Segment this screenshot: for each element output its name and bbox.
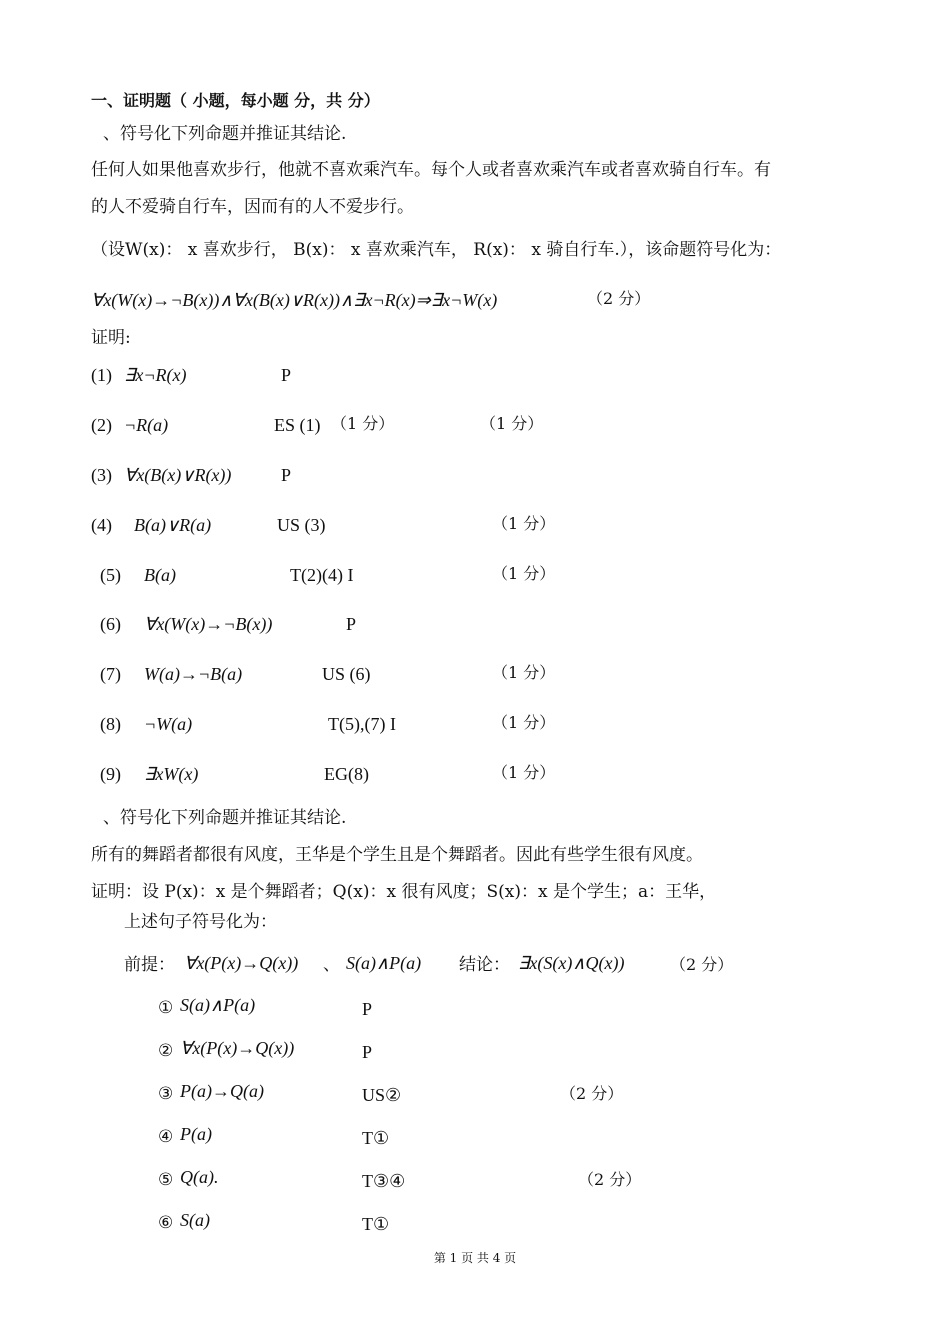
problem1-statement-line1: 任何人如果他喜欢步行，他就不喜欢乘汽车。每个人或者喜欢乘汽车或者喜欢骑自行车。有 bbox=[91, 160, 771, 180]
problem1-formula-points: （2 分） bbox=[587, 289, 651, 308]
problem2-symbolize-line: 上述句子符号化为： bbox=[124, 912, 277, 932]
step-expression: ∀x(W(x)→¬B(x)) bbox=[144, 614, 273, 634]
step-rule: P bbox=[362, 999, 373, 1019]
conclusion-formula: ∃x(S(x)∧Q(x)) bbox=[518, 953, 625, 973]
step-number: ⑤ bbox=[158, 1170, 174, 1190]
step-expression: ∃x¬R(x) bbox=[124, 365, 187, 385]
step-number: (3) bbox=[91, 465, 112, 485]
step-expression: B(a)∨R(a) bbox=[134, 515, 212, 535]
step-rule: T(2)(4) I bbox=[290, 565, 354, 585]
step-rule: P bbox=[346, 614, 357, 634]
step-number: ① bbox=[158, 998, 174, 1018]
step-number: ⑥ bbox=[158, 1213, 174, 1233]
problem2-prompt: 、符号化下列命题并推证其结论. bbox=[103, 808, 347, 828]
step-number: (4) bbox=[91, 515, 112, 535]
conclusion-points: （2 分） bbox=[670, 955, 734, 974]
step-expression: P(a)→Q(a) bbox=[180, 1081, 264, 1101]
conclusion-label: 结论： bbox=[459, 955, 510, 975]
step-number: (2) bbox=[91, 415, 112, 435]
proof-label: 证明: bbox=[91, 328, 131, 348]
step-points-right: （1 分） bbox=[492, 564, 556, 583]
section-heading: 一、证明题（ 小题，每小题 分，共 分） bbox=[91, 91, 380, 110]
step-number: (7) bbox=[100, 664, 121, 684]
step-rule: P bbox=[362, 1042, 373, 1062]
step-number: (8) bbox=[100, 714, 121, 734]
step-rule: T③④ bbox=[362, 1171, 406, 1191]
step-rule: P bbox=[281, 365, 292, 385]
step-points-right: （1 分） bbox=[492, 763, 556, 782]
step-rule: T(5),(7) I bbox=[328, 714, 396, 734]
step-rule: US② bbox=[362, 1085, 402, 1105]
premise-2: S(a)∧P(a) bbox=[346, 953, 422, 973]
step-expression: S(a) bbox=[180, 1210, 210, 1230]
premise-label: 前提： bbox=[124, 955, 175, 975]
step-expression: ¬R(a) bbox=[124, 415, 169, 435]
step-points-right: （1 分） bbox=[480, 414, 544, 433]
step-number: (9) bbox=[100, 764, 121, 784]
step-points: （2 分） bbox=[560, 1084, 624, 1103]
problem1-formula: ∀x(W(x)→¬B(x))∧∀x(B(x)∨R(x))∧∃x¬R(x)⇒∃x¬W(x) bbox=[91, 290, 498, 310]
step-number: (5) bbox=[100, 565, 121, 585]
step-points-right: （1 分） bbox=[492, 713, 556, 732]
step-expression: Q(a). bbox=[180, 1167, 219, 1187]
step-points-right: （1 分） bbox=[492, 663, 556, 682]
premise-separator: 、 bbox=[323, 955, 340, 975]
step-expression: ∃xW(x) bbox=[144, 764, 199, 784]
step-points-right: （1 分） bbox=[492, 514, 556, 533]
problem1-statement-line2: 的人不爱骑自行车，因而有的人不爱步行。 bbox=[91, 197, 414, 217]
step-expression: S(a)∧P(a) bbox=[180, 995, 256, 1015]
step-rule: EG(8) bbox=[324, 764, 369, 784]
step-rule: T① bbox=[362, 1128, 390, 1148]
problem2-proof-intro: 证明：设 P(x)：x 是个舞蹈者；Q(x)：x 很有风度；S(x)：x 是个学生；a：王华， bbox=[91, 882, 717, 902]
step-expression: ∀x(P(x)→Q(x)) bbox=[180, 1038, 295, 1058]
step-expression: ¬W(a) bbox=[144, 714, 193, 734]
problem1-assumption: （设W(x)： x 喜欢步行， B(x)： x 喜欢乘汽车， R(x)： x 骑自行车.），该命题符号化为： bbox=[91, 240, 782, 260]
step-rule: US (6) bbox=[322, 664, 371, 684]
premise-1: ∀x(P(x)→Q(x)) bbox=[184, 953, 299, 973]
step-number: (6) bbox=[100, 614, 121, 634]
step-rule: ES (1) bbox=[274, 415, 321, 435]
page-footer: 第 1 页 共 4 页 bbox=[433, 1251, 517, 1265]
problem2-statement: 所有的舞蹈者都很有风度，王华是个学生且是个舞蹈者。因此有些学生很有风度。 bbox=[91, 845, 703, 865]
step-rule: P bbox=[281, 465, 292, 485]
step-expression: W(a)→¬B(a) bbox=[144, 664, 243, 684]
step-points: （2 分） bbox=[578, 1170, 642, 1189]
step-expression: B(a) bbox=[144, 565, 176, 585]
step-expression: P(a) bbox=[180, 1124, 212, 1144]
step-rule: US (3) bbox=[277, 515, 326, 535]
step-expression: ∀x(B(x)∨R(x)) bbox=[124, 465, 232, 485]
problem1-prompt: 、符号化下列命题并推证其结论. bbox=[103, 124, 347, 144]
step-rule: T① bbox=[362, 1214, 390, 1234]
step-number: (1) bbox=[91, 365, 112, 385]
step-number: ③ bbox=[158, 1084, 174, 1104]
step-points: （1 分） bbox=[331, 414, 395, 433]
step-number: ④ bbox=[158, 1127, 174, 1147]
step-number: ② bbox=[158, 1041, 174, 1061]
